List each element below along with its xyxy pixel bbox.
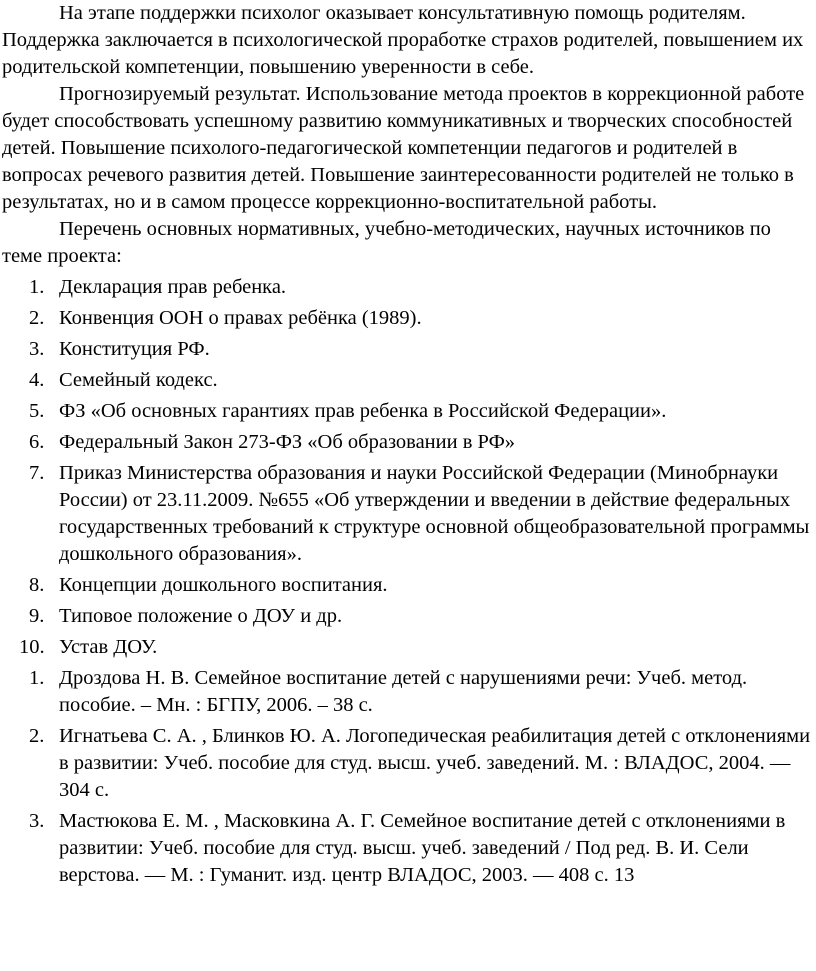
list-item-text: Концепции дошкольного воспитания. xyxy=(59,574,388,596)
list-item-number: 4. xyxy=(29,369,45,391)
list-item-number: 1. xyxy=(29,667,45,689)
list-item-number: 9. xyxy=(29,605,45,627)
list-item xyxy=(2,603,814,630)
paragraph-sources-intro: Перечень основных нормативных, учебно-методических, научных источников по теме проекта: xyxy=(2,218,771,267)
list-item-text: Типовое положение о ДОУ и др. xyxy=(59,605,343,627)
list-item xyxy=(2,274,814,301)
list-item-text: Дроздова Н. В. Семейное воспитание детей с нарушениями речи: Учеб. метод. пособие. – Мн. : БГПУ, 2006. – 38 с. xyxy=(59,667,748,716)
list-item xyxy=(2,665,814,719)
list-item-text: Семейный кодекс. xyxy=(59,369,218,391)
list-item xyxy=(2,808,814,889)
list-item-number: 2. xyxy=(29,307,45,329)
list-item xyxy=(2,634,814,661)
list-item-number: 5. xyxy=(29,400,45,422)
list-item xyxy=(2,460,814,568)
list-item xyxy=(2,367,814,394)
list-item xyxy=(2,723,814,804)
paragraph-support: На этапе поддержки психолог оказывает консультативную помощь родителям. Поддержка заключается в психологической проработке страхов родителей, повышением их родительской компетенции, повышению уверенности в себе. xyxy=(2,2,804,78)
list-item-text: ФЗ «Об основных гарантиях прав ребенка в Российской Федерации». xyxy=(59,400,667,422)
list-item-number: 8. xyxy=(29,574,45,596)
list-item-text: Конвенция ООН о правах ребёнка (1989). xyxy=(59,307,422,329)
list-item-number: 7. xyxy=(29,462,45,484)
list-item-text: Игнатьева С. А. , Блинков Ю. А. Логопедическая реабилитация детей с отклонениями в развитии: Учеб. пособие для студ. высш. учеб. заведений. М. : ВЛАДОС, 2004. — 304 с. xyxy=(59,725,811,801)
list-item-number: 6. xyxy=(29,431,45,453)
list-item-text: Федеральный Закон 273-ФЗ «Об образовании в РФ» xyxy=(59,431,516,453)
list-item-text: Мастюкова Е. М. , Масковкина А. Г. Семейное воспитание детей с отклонениями в развитии: Учеб. пособие для студ. высш. учеб. заведений / Под ред. В. И. Сели верстова. — М. : Гуманит. изд. центр ВЛАДОС, 2003. — 408 с. 13 xyxy=(59,810,786,886)
list-item-number: 3. xyxy=(29,338,45,360)
list-item xyxy=(2,572,814,599)
list-item-text: Устав ДОУ. xyxy=(59,636,158,658)
list-item xyxy=(2,336,814,363)
list-item-number: 1. xyxy=(29,276,45,298)
list-item-number: 3. xyxy=(29,810,45,832)
literature-list xyxy=(2,665,814,889)
list-item-number: 10. xyxy=(19,636,45,658)
list-item-text: Декларация прав ребенка. xyxy=(59,276,287,298)
list-item xyxy=(2,305,814,332)
normative-sources-list xyxy=(2,274,814,661)
list-item-text: Конституция РФ. xyxy=(59,338,210,360)
paragraph-expected-result: Прогнозируемый результат. Использование метода проектов в коррекционной работе будет способствовать успешному развитию коммуникативных и творческих способностей детей. Повышение психолого-педагогической компетенции педагогов и родителей в вопросах речевого развития детей. Повышение заинтересованности родителей не только в результатах, но и в самом процессе коррекционно-воспитательной работы. xyxy=(2,83,805,213)
list-item xyxy=(2,429,814,456)
list-item-text: Приказ Министерства образования и науки Российской Федерации (Минобрнауки России) от 23.11.2009. №655 «Об утверждении и введении в действие федеральных государственных требований к структуре основной общеобразовательной программы дошкольного образования». xyxy=(59,462,810,565)
list-item xyxy=(2,398,814,425)
list-item-number: 2. xyxy=(29,725,45,747)
